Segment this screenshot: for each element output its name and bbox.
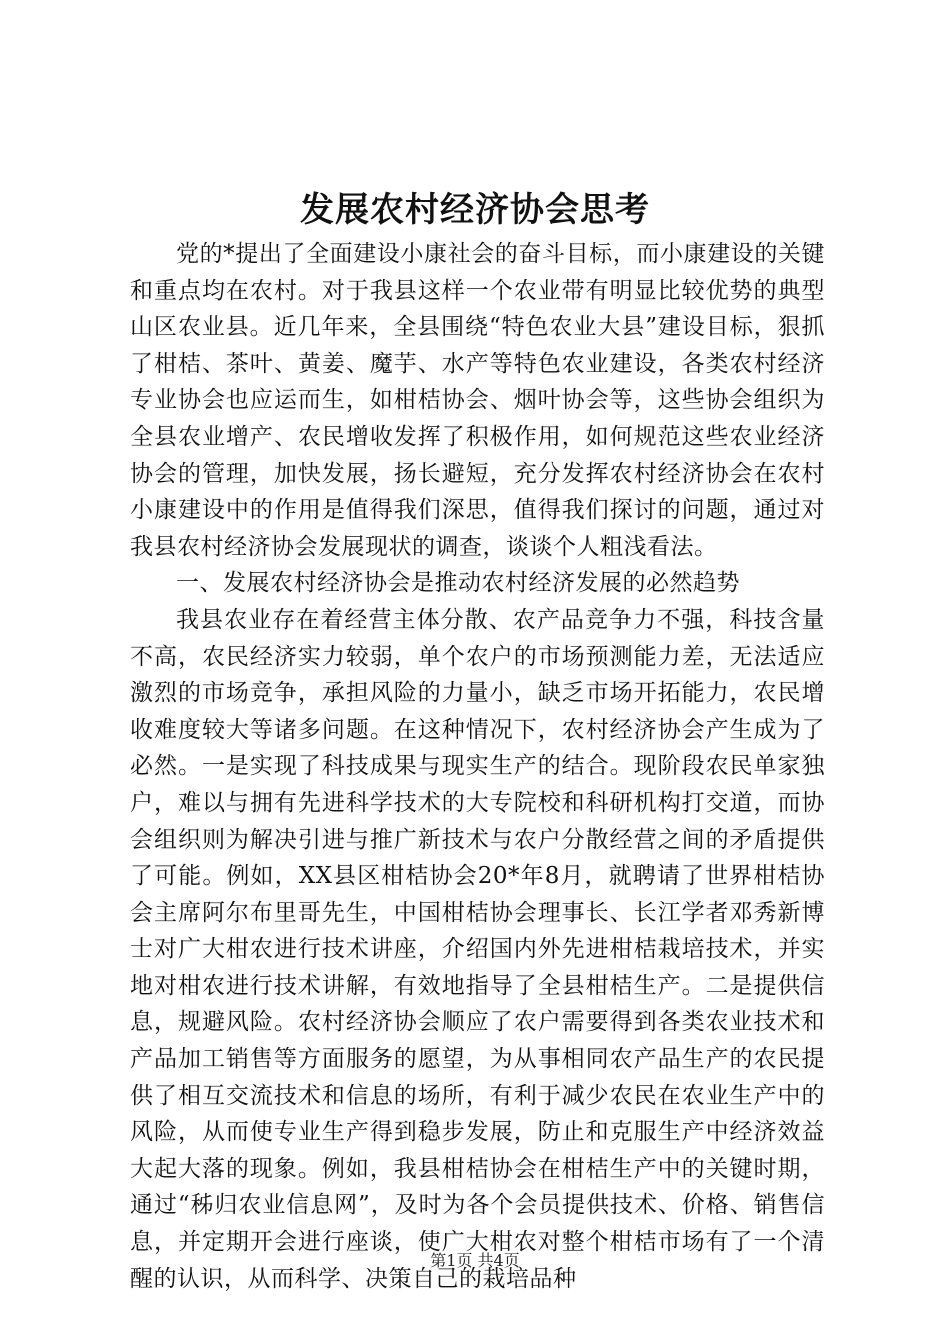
section-paragraph: 我县农业存在着经营主体分散、农产品竞争力不强，科技含量不高，农民经济实力较弱，单个农户的市场预测能力差，无法适应激烈的市场竞争，承担风险的力量小，缺乏市场开拓能力，农民增收难度较大等诸多问题。在这种情况下，农村经济协会产生成为了必然。一是实现了科技成果与现实生产的结合。现阶段农民单家独户，难以与拥有先进科学技术的大专院校和科研机构打交道，而协会组织则为解决引进与推广新技术与农户分散经营之间的矛盾提供了可能。例如，XX县区柑桔协会20*年8月，就聘请了世界柑桔协会主席阿尔布里哥先生，中国柑桔协会理事长、长江学者邓秀新博士对广大柑农进行技术讲座，介绍国内外先进柑桔栽培技术，并实地对柑农进行技术讲解，有效地指导了全县柑桔生产。二是提供信息，规避风险。农村经济协会顺应了农户需要得到各类农业技术和产品加工销售等方面服务的愿望，为从事相同农产品生产的农民提供了相互交流技术和信息的场所，有利于减少农民在农业生产中的风险，从而使专业生产得到稳步发展，防止和克服生产中经济效益大起大落的现象。例如，我县柑桔协会在柑桔生产中的关键时期，通过“秭归农业信息网”，及时为各个会员提供技术、价格、销售信息，并定期开会进行座谈，使广大柑农对整个柑桔市场有了一个清醒的认识，从而科学、决策自己的栽培品种	[130, 606, 825, 1292]
intro-paragraph: 党的*提出了全面建设小康社会的奋斗目标，而小康建设的关键和重点均在农村。对于我县这样一个农业带有明显比较优势的典型山区农业县。近几年来，全县围绕“特色农业大县”建设目标，狠抓了柑桔、茶叶、黄姜、魔芋、水产等特色农业建设，各类农村经济专业协会也应运而生，如柑桔协会、烟叶协会等，这些协会组织为全县农业增产、农民增收发挥了积极作用，如何规范这些农业经济协会的管理，加快发展，扬长避短，充分发挥农村经济协会在农村小康建设中的作用是值得我们深思，值得我们探讨的问题，通过对我县农村经济协会发展现状的调查，谈谈个人粗浅看法。	[130, 241, 825, 560]
section-heading: 一、发展农村经济协会是推动农村经济发展的必然趋势	[176, 570, 740, 597]
document-body	[130, 236, 825, 1297]
document-title: 发展农村经济协会思考	[300, 190, 650, 230]
page-footer: 第1页 共4页	[430, 1251, 520, 1270]
